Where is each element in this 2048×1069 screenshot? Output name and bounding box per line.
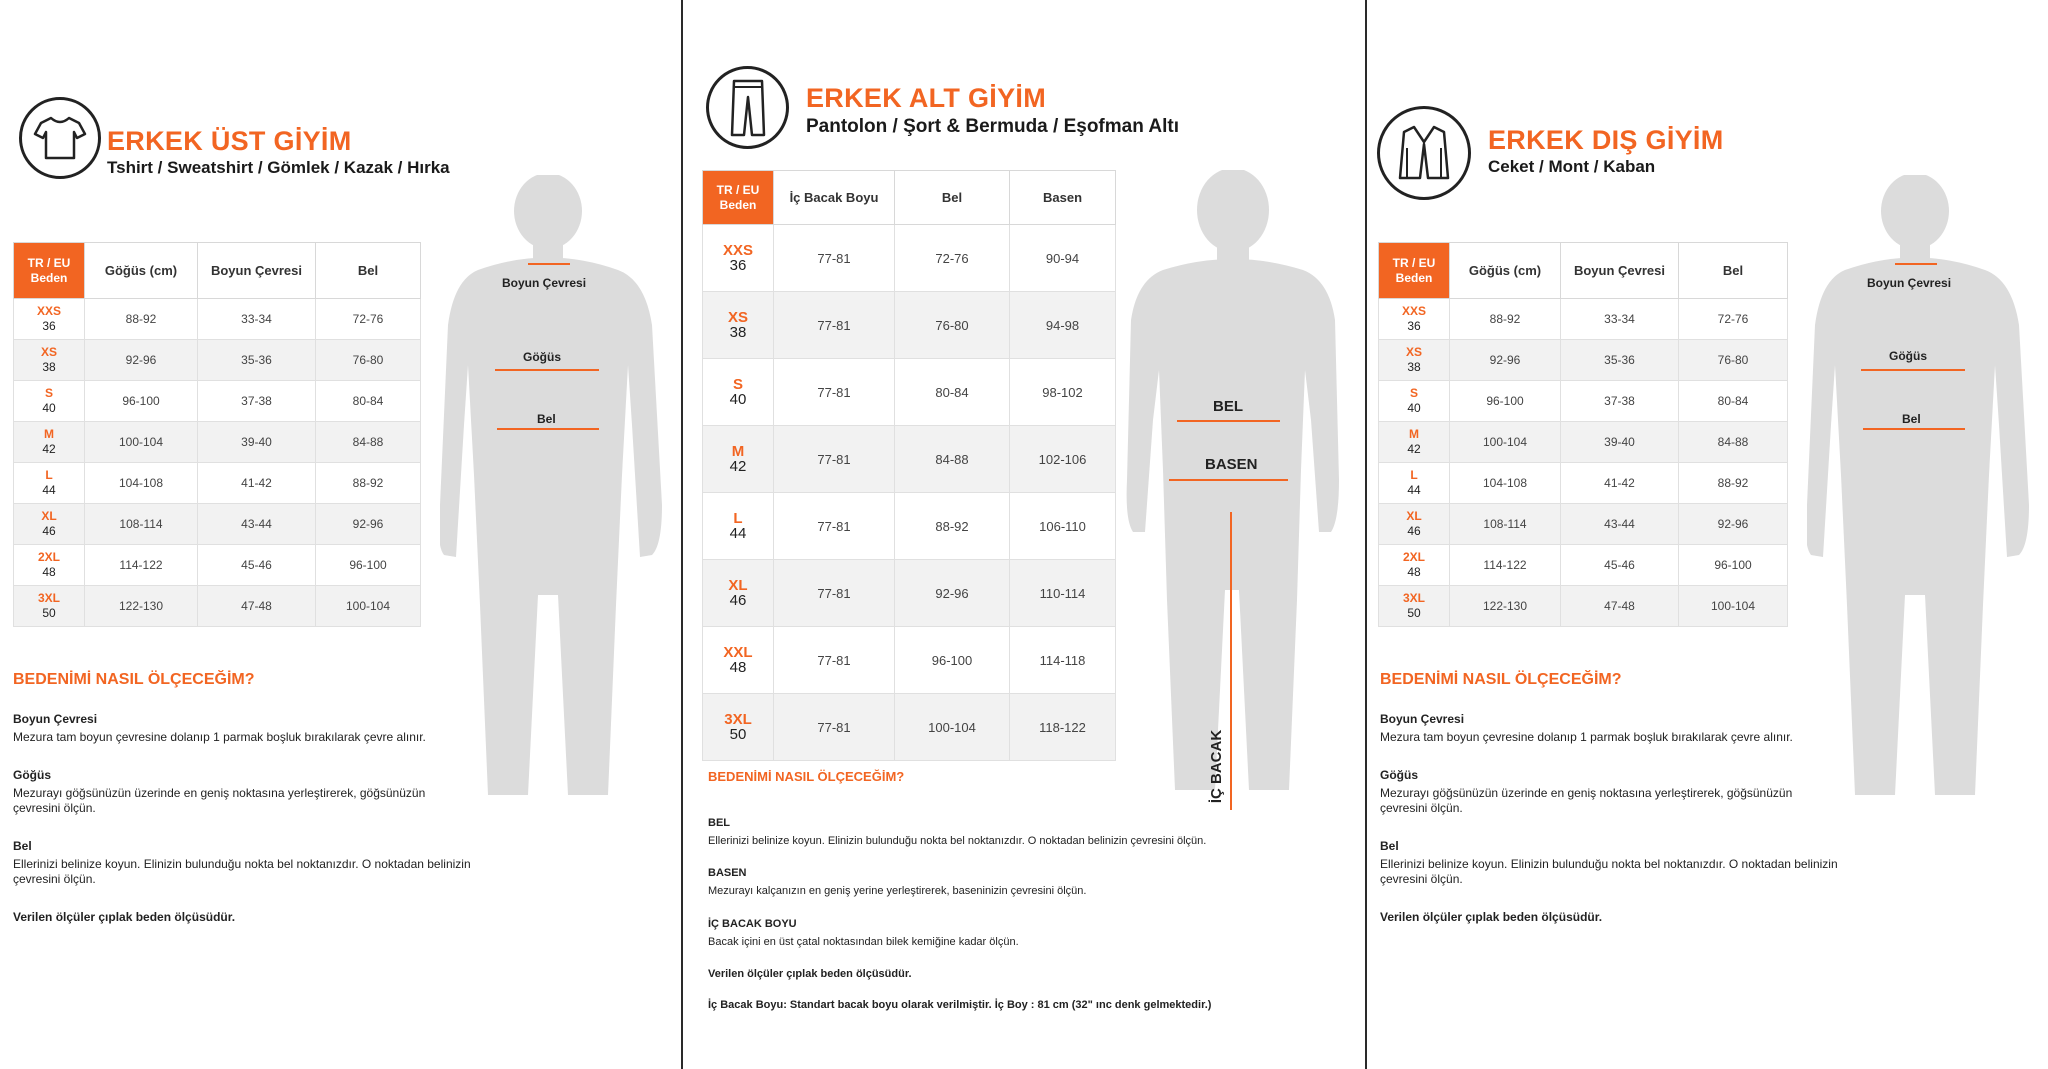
table-row <box>703 426 1116 493</box>
table-cell: 108-114 <box>85 504 198 545</box>
page-title: ERKEK ÜST GİYİM <box>107 126 352 156</box>
table-row <box>14 504 421 545</box>
hip-label: BASEN <box>1205 456 1258 473</box>
size-number: 38 <box>729 324 747 341</box>
table-cell: 88-92 <box>1450 299 1561 340</box>
size-letter: 2XL <box>1402 550 1425 564</box>
table-cell: 122-130 <box>85 586 198 627</box>
size-number: 38 <box>42 360 56 374</box>
size-number: 46 <box>729 592 747 609</box>
size-number: 48 <box>1407 565 1421 579</box>
table-row <box>703 694 1116 761</box>
jacket-icon <box>1396 124 1452 182</box>
outerwear-panel <box>1367 0 2048 1069</box>
table-cell: 77-81 <box>774 225 895 292</box>
table-cell: 80-84 <box>1679 381 1788 422</box>
page-title: ERKEK ALT GİYİM <box>806 83 1046 113</box>
trousers-icon <box>730 79 766 137</box>
table-cell: 33-34 <box>1561 299 1679 340</box>
measure-inseam <box>708 917 1328 950</box>
size-number: 40 <box>729 391 747 408</box>
size-cell <box>703 225 774 292</box>
table-cell: 41-42 <box>1561 463 1679 504</box>
size-letter: L <box>733 510 743 527</box>
measure-title: Boyun Çevresi <box>1380 712 1465 726</box>
measure-text: Mezurayı göğsünüzün üzerinde en geniş noktasına yerleştirerek, göğsünüzün çevresini ölçün. <box>13 786 426 815</box>
size-table <box>13 242 421 627</box>
table-cell: 43-44 <box>198 504 316 545</box>
inseam-measure-line <box>1230 512 1232 810</box>
table-cell: 114-118 <box>1010 627 1116 694</box>
waist-measure-line <box>497 428 599 430</box>
table-cell: 92-96 <box>316 504 421 545</box>
table-cell: 110-114 <box>1010 560 1116 627</box>
size-letter: 2XL <box>37 550 60 564</box>
size-cell <box>14 340 85 381</box>
table-cell: 77-81 <box>774 359 895 426</box>
size-number: 42 <box>729 458 747 475</box>
table-cell: 100-104 <box>316 586 421 627</box>
size-letter: 3XL <box>37 591 60 605</box>
table-cell: 96-100 <box>1450 381 1561 422</box>
howto-title: BEDENİMİ NASIL ÖLÇECEĞİM? <box>708 769 905 784</box>
waist-measure-line <box>1177 420 1280 422</box>
table-cell: 108-114 <box>1450 504 1561 545</box>
table-cell: 92-96 <box>1450 340 1561 381</box>
table-cell: 94-98 <box>1010 292 1116 359</box>
table-row <box>14 586 421 627</box>
size-cell <box>703 426 774 493</box>
table-cell: 106-110 <box>1010 493 1116 560</box>
size-number: 46 <box>42 524 56 538</box>
table-cell: 96-100 <box>316 545 421 586</box>
measure-hip <box>708 866 1328 899</box>
table-cell: 77-81 <box>774 426 895 493</box>
table-row <box>703 560 1116 627</box>
table-row <box>1379 422 1788 463</box>
table-row <box>703 292 1116 359</box>
size-letter: S <box>1409 386 1418 400</box>
measure-title: Göğüs <box>1380 768 1418 782</box>
table-cell: 47-48 <box>198 586 316 627</box>
table-cell: 45-46 <box>1561 545 1679 586</box>
table-cell: 100-104 <box>1450 422 1561 463</box>
header-neck: Boyun Çevresi <box>198 243 316 299</box>
size-number: 46 <box>1407 524 1421 538</box>
measure-neck <box>13 712 473 745</box>
table-cell: 88-92 <box>85 299 198 340</box>
page-subtitle: Tshirt / Sweatshirt / Gömlek / Kazak / Hırka <box>107 158 450 177</box>
size-cell <box>1379 381 1450 422</box>
size-letter: XL <box>1406 509 1422 523</box>
measure-waist <box>708 816 1328 849</box>
table-cell: 47-48 <box>1561 586 1679 627</box>
trousers-icon-circle <box>706 66 789 149</box>
table-cell: 118-122 <box>1010 694 1116 761</box>
measure-title: Bel <box>13 839 32 853</box>
howto-title: BEDENİMİ NASIL ÖLÇECEĞİM? <box>1380 671 1622 688</box>
measure-neck <box>1380 712 1840 745</box>
size-cell <box>14 463 85 504</box>
body-figure-upper <box>440 175 665 800</box>
neck-measure-line <box>528 263 570 265</box>
waist-label: BEL <box>1213 398 1243 415</box>
measure-title: Bel <box>1380 839 1399 853</box>
hip-measure-line <box>1169 479 1288 481</box>
size-letter: 3XL <box>1402 591 1425 605</box>
table-cell: 72-76 <box>316 299 421 340</box>
table-cell: 100-104 <box>895 694 1010 761</box>
table-cell: 77-81 <box>774 493 895 560</box>
size-number: 44 <box>729 525 747 542</box>
size-table <box>702 170 1116 761</box>
size-letter: L <box>45 468 53 482</box>
measure-title: BEL <box>708 817 730 829</box>
table-cell: 88-92 <box>895 493 1010 560</box>
footnote: Verilen ölçüler çıplak beden ölçüsüdür. <box>1380 910 1603 924</box>
table-row <box>1379 463 1788 504</box>
table-cell: 84-88 <box>895 426 1010 493</box>
measure-waist <box>1380 839 1840 887</box>
table-cell: 92-96 <box>85 340 198 381</box>
size-number: 44 <box>1407 483 1421 497</box>
tshirt-icon <box>33 114 87 162</box>
jacket-icon-circle <box>1377 106 1471 200</box>
size-letter: XL <box>41 509 57 523</box>
table-cell: 88-92 <box>1679 463 1788 504</box>
table-row <box>1379 504 1788 545</box>
page-subtitle: Pantolon / Şort & Bermuda / Eşofman Altı <box>806 116 1179 137</box>
top-wear-panel <box>0 0 681 1069</box>
body-figure-lower <box>1125 170 1340 795</box>
table-cell: 84-88 <box>1679 422 1788 463</box>
size-cell <box>703 359 774 426</box>
size-table <box>1378 242 1788 627</box>
size-letter: XL <box>728 577 748 594</box>
measure-title: Boyun Çevresi <box>13 712 98 726</box>
table-cell: 41-42 <box>198 463 316 504</box>
table-row <box>703 627 1116 694</box>
waist-measure-line <box>1863 428 1965 430</box>
table-cell: 76-80 <box>895 292 1010 359</box>
table-row <box>1379 299 1788 340</box>
measure-text: Ellerinizi belinize koyun. Elinizin bulunduğu nokta bel noktanızdır. O noktadan belinizin çevresini ölçün. <box>708 835 1207 847</box>
table-cell: 92-96 <box>895 560 1010 627</box>
table-cell: 39-40 <box>1561 422 1679 463</box>
size-number: 48 <box>42 565 56 579</box>
size-letter: S <box>732 376 743 393</box>
table-cell: 98-102 <box>1010 359 1116 426</box>
header-chest: Göğüs (cm) <box>85 243 198 299</box>
table-cell: 45-46 <box>198 545 316 586</box>
size-letter: XXS <box>36 304 61 318</box>
size-letter: M <box>1409 427 1419 441</box>
size-number: 50 <box>1407 606 1421 620</box>
page-title: ERKEK DIŞ GİYİM <box>1488 125 1724 155</box>
table-cell: 43-44 <box>1561 504 1679 545</box>
table-cell: 122-130 <box>1450 586 1561 627</box>
table-cell: 104-108 <box>1450 463 1561 504</box>
size-letter: 3XL <box>724 711 752 728</box>
table-cell: 96-100 <box>1679 545 1788 586</box>
size-number: 36 <box>729 257 747 274</box>
header-waist: Bel <box>1679 243 1788 299</box>
header-size: TR / EU Beden <box>1379 243 1450 299</box>
header-waist: Bel <box>316 243 421 299</box>
table-row <box>703 359 1116 426</box>
size-cell <box>703 292 774 359</box>
size-letter: XXS <box>722 242 753 259</box>
table-cell: 77-81 <box>774 694 895 761</box>
size-cell <box>1379 463 1450 504</box>
table-cell: 100-104 <box>1679 586 1788 627</box>
table-cell: 77-81 <box>774 560 895 627</box>
header-waist: Bel <box>895 171 1010 225</box>
table-row <box>14 422 421 463</box>
size-cell <box>14 299 85 340</box>
chest-measure-line <box>1861 369 1965 371</box>
table-row <box>1379 381 1788 422</box>
footnote-inseam: İç Bacak Boyu: Standart bacak boyu olarak verilmiştir. İç Boy : 81 cm (32" ınc denk gelmektedir.) <box>708 999 1212 1011</box>
chest-label: Göğüs <box>523 350 561 364</box>
table-cell: 76-80 <box>1679 340 1788 381</box>
measure-title: Göğüs <box>13 768 51 782</box>
table-cell: 39-40 <box>198 422 316 463</box>
table-row <box>14 463 421 504</box>
size-letter: XS <box>727 309 748 326</box>
table-cell: 77-81 <box>774 627 895 694</box>
waist-label: Bel <box>537 412 556 426</box>
size-cell <box>703 493 774 560</box>
header-hip: Basen <box>1010 171 1116 225</box>
size-cell <box>703 627 774 694</box>
header-size: TR / EU Beden <box>703 171 774 225</box>
measure-text: Mezura tam boyun çevresine dolanıp 1 parmak boşluk bırakılarak çevre alınır. <box>13 730 426 744</box>
size-number: 36 <box>1407 319 1421 333</box>
table-cell: 80-84 <box>316 381 421 422</box>
measure-chest <box>13 768 473 816</box>
table-row <box>14 340 421 381</box>
table-cell: 77-81 <box>774 292 895 359</box>
size-number: 50 <box>729 726 747 743</box>
size-cell <box>1379 504 1450 545</box>
table-cell: 92-96 <box>1679 504 1788 545</box>
size-number: 42 <box>42 442 56 456</box>
size-cell <box>1379 422 1450 463</box>
neck-label: Boyun Çevresi <box>1867 276 1952 290</box>
measure-text: Ellerinizi belinize koyun. Elinizin bulunduğu nokta bel noktanızdır. O noktadan belinizin çevresini ölçün. <box>1380 857 1838 886</box>
size-number: 42 <box>1407 442 1421 456</box>
size-cell <box>1379 340 1450 381</box>
table-cell: 35-36 <box>1561 340 1679 381</box>
header-neck: Boyun Çevresi <box>1561 243 1679 299</box>
bottom-wear-panel <box>683 0 1365 1069</box>
table-cell: 100-104 <box>85 422 198 463</box>
size-letter: XXL <box>723 644 753 661</box>
size-cell <box>1379 545 1450 586</box>
table-cell: 114-122 <box>1450 545 1561 586</box>
table-cell: 84-88 <box>316 422 421 463</box>
waist-label: Bel <box>1902 412 1921 426</box>
size-cell <box>14 586 85 627</box>
table-row <box>1379 586 1788 627</box>
size-number: 38 <box>1407 360 1421 374</box>
table-cell: 80-84 <box>895 359 1010 426</box>
table-cell: 76-80 <box>316 340 421 381</box>
size-cell <box>703 560 774 627</box>
header-inseam: İç Bacak Boyu <box>774 171 895 225</box>
chest-label: Göğüs <box>1889 349 1927 363</box>
size-number: 50 <box>42 606 56 620</box>
table-cell: 96-100 <box>85 381 198 422</box>
measure-waist <box>13 839 473 887</box>
table-cell: 96-100 <box>895 627 1010 694</box>
size-number: 40 <box>42 401 56 415</box>
size-number: 44 <box>42 483 56 497</box>
size-letter: M <box>44 427 54 441</box>
size-letter: XS <box>40 345 57 359</box>
size-cell <box>14 381 85 422</box>
size-letter: XS <box>1405 345 1422 359</box>
size-letter: S <box>44 386 53 400</box>
table-cell: 88-92 <box>316 463 421 504</box>
table-cell: 102-106 <box>1010 426 1116 493</box>
measure-text: Mezurayı göğsünüzün üzerinde en geniş noktasına yerleştirerek, göğsünüzün çevresini ölçün. <box>1380 786 1793 815</box>
size-cell <box>14 504 85 545</box>
table-cell: 104-108 <box>85 463 198 504</box>
header-size: TR / EU Beden <box>14 243 85 299</box>
neck-label: Boyun Çevresi <box>502 276 587 290</box>
measure-title: BASEN <box>708 867 747 879</box>
table-row <box>703 493 1116 560</box>
table-cell: 90-94 <box>1010 225 1116 292</box>
measure-title: İÇ BACAK BOYU <box>708 918 797 930</box>
chest-measure-line <box>495 369 599 371</box>
size-number: 40 <box>1407 401 1421 415</box>
size-letter: M <box>731 443 745 460</box>
table-row <box>1379 340 1788 381</box>
table-cell: 114-122 <box>85 545 198 586</box>
neck-measure-line <box>1895 263 1937 265</box>
measure-text: Mezurayı kalçanızın en geniş yerine yerleştirerek, baseninizin çevresini ölçün. <box>708 885 1087 897</box>
body-figure-outer <box>1807 175 2032 800</box>
size-letter: XXS <box>1401 304 1426 318</box>
table-row <box>703 225 1116 292</box>
size-cell <box>703 694 774 761</box>
table-cell: 72-76 <box>1679 299 1788 340</box>
table-row <box>14 299 421 340</box>
header-chest: Göğüs (cm) <box>1450 243 1561 299</box>
size-cell <box>1379 586 1450 627</box>
measure-text: Bacak içini en üst çatal noktasından bilek kemiğine kadar ölçün. <box>708 936 1019 948</box>
table-cell: 37-38 <box>1561 381 1679 422</box>
size-cell <box>14 422 85 463</box>
size-number: 36 <box>42 319 56 333</box>
size-number: 48 <box>729 659 747 676</box>
measure-text: Mezura tam boyun çevresine dolanıp 1 parmak boşluk bırakılarak çevre alınır. <box>1380 730 1793 744</box>
tshirt-icon-circle <box>19 97 101 179</box>
size-cell <box>1379 299 1450 340</box>
table-row <box>14 545 421 586</box>
howto-title: BEDENİMİ NASIL ÖLÇECEĞİM? <box>13 671 255 688</box>
measure-chest <box>1380 768 1840 816</box>
table-cell: 35-36 <box>198 340 316 381</box>
page-subtitle: Ceket / Mont / Kaban <box>1488 157 1656 176</box>
size-letter: L <box>1410 468 1418 482</box>
table-cell: 72-76 <box>895 225 1010 292</box>
table-row <box>14 381 421 422</box>
table-row <box>1379 545 1788 586</box>
size-cell <box>14 545 85 586</box>
table-cell: 37-38 <box>198 381 316 422</box>
measure-text: Ellerinizi belinize koyun. Elinizin bulunduğu nokta bel noktanızdır. O noktadan belinizin çevresini ölçün. <box>13 857 471 886</box>
table-cell: 33-34 <box>198 299 316 340</box>
footnote: Verilen ölçüler çıplak beden ölçüsüdür. <box>708 968 912 980</box>
footnote: Verilen ölçüler çıplak beden ölçüsüdür. <box>13 910 236 924</box>
inseam-label: İÇ BACAK <box>1208 729 1226 804</box>
